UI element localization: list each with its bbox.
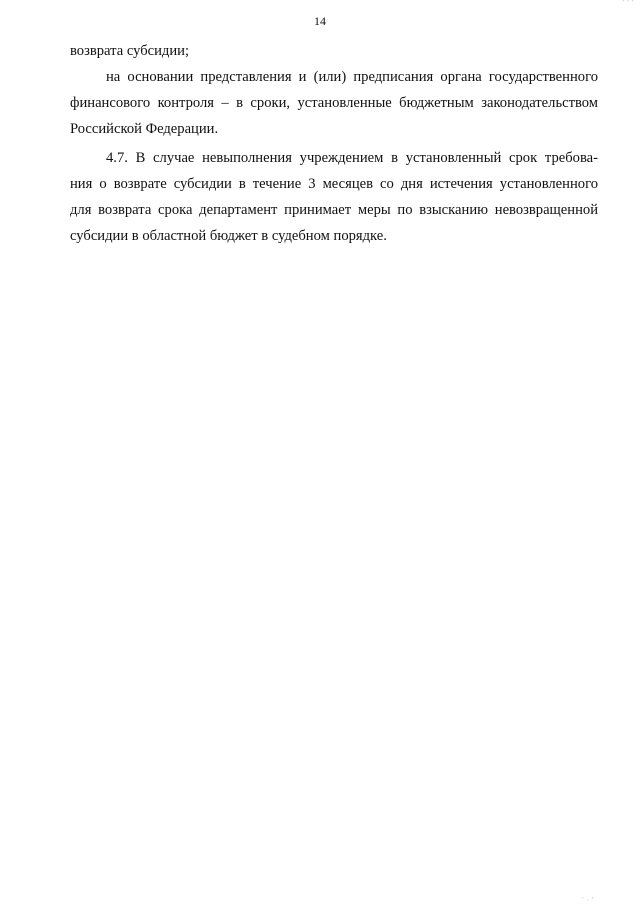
- page-number: 14: [314, 14, 326, 28]
- text-line: субсидии в областной бюджет в судебном порядке.: [70, 228, 387, 244]
- text-line: ния о возврате субсидии в течение 3 месяцев со дня истечения установленного: [70, 176, 598, 192]
- text-line: возврата субсидии;: [70, 43, 190, 59]
- scan-artifact: ' . ': [582, 897, 594, 903]
- paragraph-first-line: 4.7. В случае невыполнения учреждением в установленный срок требова-: [106, 150, 598, 166]
- scan-artifact: ' ' ': [622, 0, 634, 6]
- text-line: для возврата срока департамент принимает меры по взысканию невозвращенной: [70, 202, 598, 218]
- paragraph-first-line: на основании представления и (или) предписания органа государственного: [106, 69, 598, 85]
- document-body: [70, 38, 598, 249]
- text-line: финансового контроля – в сроки, установленные бюджетным законодательством: [70, 95, 598, 111]
- text-line: Российской Федерации.: [70, 121, 219, 137]
